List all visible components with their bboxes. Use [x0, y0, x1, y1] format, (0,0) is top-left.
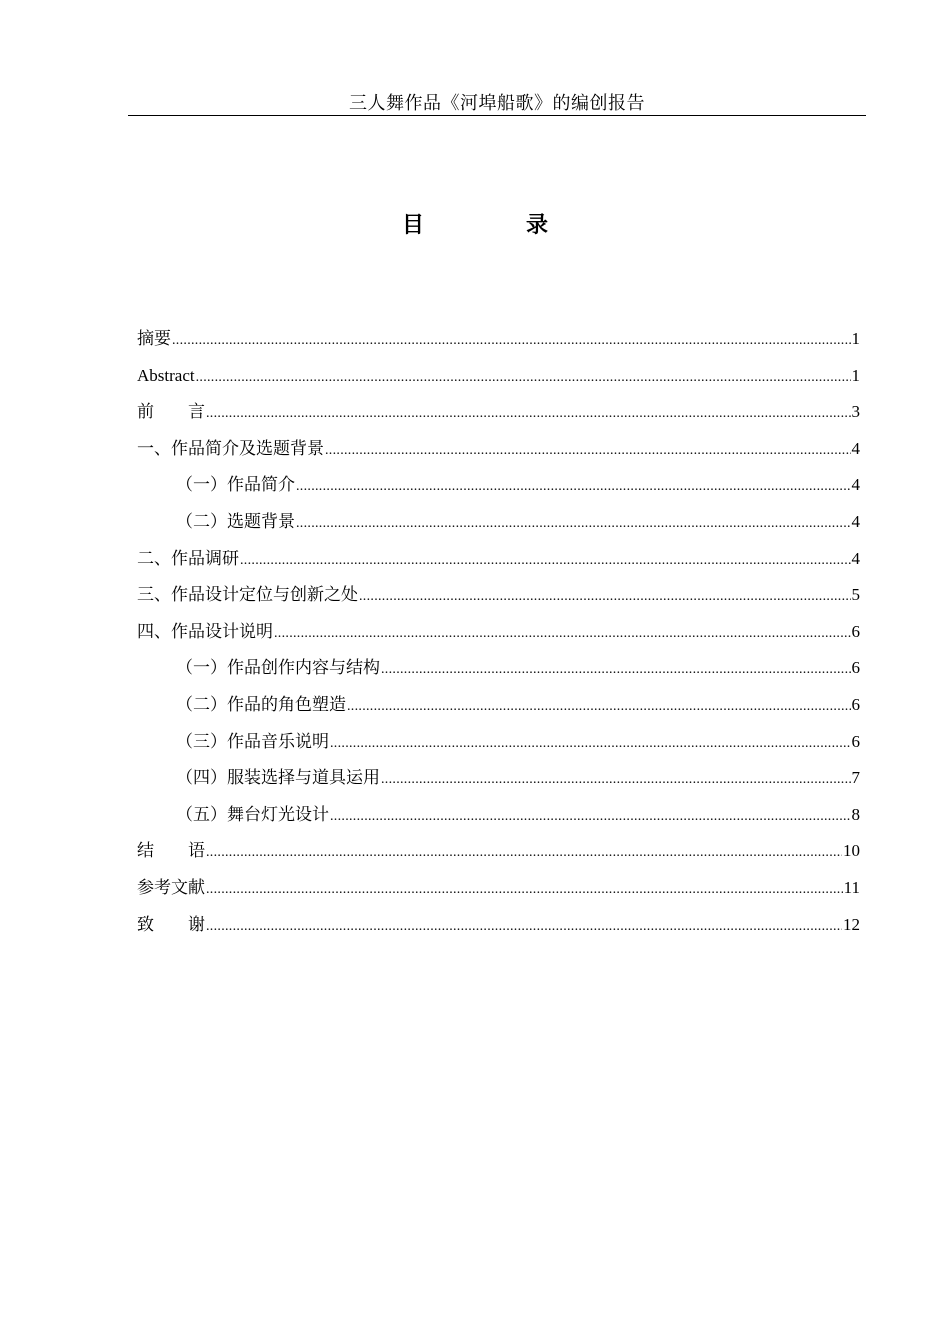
toc-dot-leader — [325, 439, 851, 463]
toc-dot-leader — [296, 512, 851, 536]
toc-entry-label: 参考文献 — [137, 877, 205, 897]
toc-entry[interactable] — [137, 620, 860, 657]
toc-entry-label: 致 谢 — [137, 914, 205, 934]
toc-dot-leader — [359, 585, 851, 609]
toc-entry[interactable] — [137, 656, 860, 693]
toc-entry[interactable] — [137, 327, 860, 364]
toc-entry-page-number: 1 — [851, 329, 860, 348]
table-of-contents — [137, 327, 860, 949]
toc-entry-page-number: 6 — [851, 658, 860, 678]
toc-entry[interactable] — [137, 766, 860, 803]
toc-entry[interactable] — [137, 583, 860, 620]
toc-dot-leader — [206, 915, 842, 939]
toc-entry-label: （五）舞台灯光设计 — [176, 804, 329, 824]
toc-entry[interactable] — [137, 473, 860, 510]
toc-entry-page-number: 7 — [851, 768, 860, 788]
toc-dot-leader — [206, 878, 843, 902]
toc-entry-page-number: 11 — [843, 877, 860, 897]
toc-dot-leader — [330, 732, 851, 756]
running-header: 三人舞作品《河埠船歌》的编创报告 — [349, 93, 645, 113]
toc-entry[interactable] — [137, 437, 860, 474]
toc-entry-label: （二）选题背景 — [176, 511, 295, 531]
toc-entry-label: Abstract — [137, 365, 195, 385]
toc-dot-leader — [296, 475, 851, 499]
toc-dot-leader — [274, 622, 851, 646]
toc-title: 目 录 — [401, 212, 588, 237]
toc-entry-page-number: 6 — [851, 621, 860, 641]
toc-entry-page-number: 10 — [843, 841, 860, 861]
toc-entry-page-number: 4 — [851, 438, 860, 458]
toc-entry-label: （四）服装选择与道具运用 — [176, 768, 380, 788]
toc-entry-label: 四、作品设计说明 — [137, 621, 273, 641]
toc-entry-page-number: 8 — [851, 804, 860, 824]
toc-entry-label: （三）作品音乐说明 — [176, 731, 329, 751]
toc-entry[interactable] — [137, 803, 860, 840]
toc-entry-page-number: 12 — [843, 914, 860, 934]
toc-entry-page-number: 5 — [851, 585, 860, 605]
toc-entry[interactable] — [137, 730, 860, 767]
toc-entry-label: 三、作品设计定位与创新之处 — [137, 585, 358, 605]
toc-entry-page-number: 3 — [851, 402, 860, 422]
toc-entry-page-number: 4 — [851, 511, 860, 531]
toc-entry[interactable] — [137, 364, 860, 401]
toc-entry[interactable] — [137, 913, 860, 950]
toc-entry-label: 摘要 — [137, 329, 171, 348]
toc-dot-leader — [206, 841, 842, 865]
toc-dot-leader — [240, 549, 851, 573]
toc-entry[interactable] — [137, 547, 860, 584]
toc-entry[interactable] — [137, 693, 860, 730]
toc-dot-leader — [196, 366, 851, 390]
toc-entry-page-number: 4 — [851, 548, 860, 568]
toc-entry-label: （一）作品简介 — [176, 475, 295, 495]
toc-entry-label: （二）作品的角色塑造 — [176, 694, 346, 714]
toc-entry-page-number: 4 — [851, 475, 860, 495]
toc-entry-label: （一）作品创作内容与结构 — [176, 658, 380, 678]
header-rule — [128, 115, 866, 116]
toc-entry[interactable] — [137, 839, 860, 876]
toc-entry-label: 二、作品调研 — [137, 548, 239, 568]
toc-dot-leader — [347, 695, 851, 719]
toc-entry-page-number: 6 — [851, 694, 860, 714]
toc-entry-label: 一、作品简介及选题背景 — [137, 438, 324, 458]
toc-entry-page-number: 6 — [851, 731, 860, 751]
toc-dot-leader — [206, 402, 851, 426]
toc-entry[interactable] — [137, 876, 860, 913]
toc-entry-page-number: 1 — [851, 365, 860, 385]
toc-entry-label: 前 言 — [137, 402, 205, 422]
toc-dot-leader — [172, 329, 851, 353]
toc-dot-leader — [330, 805, 851, 829]
toc-dot-leader — [381, 768, 851, 792]
toc-entry[interactable] — [137, 510, 860, 547]
toc-dot-leader — [381, 658, 851, 682]
toc-entry-label: 结 语 — [137, 841, 205, 861]
toc-entry[interactable] — [137, 400, 860, 437]
